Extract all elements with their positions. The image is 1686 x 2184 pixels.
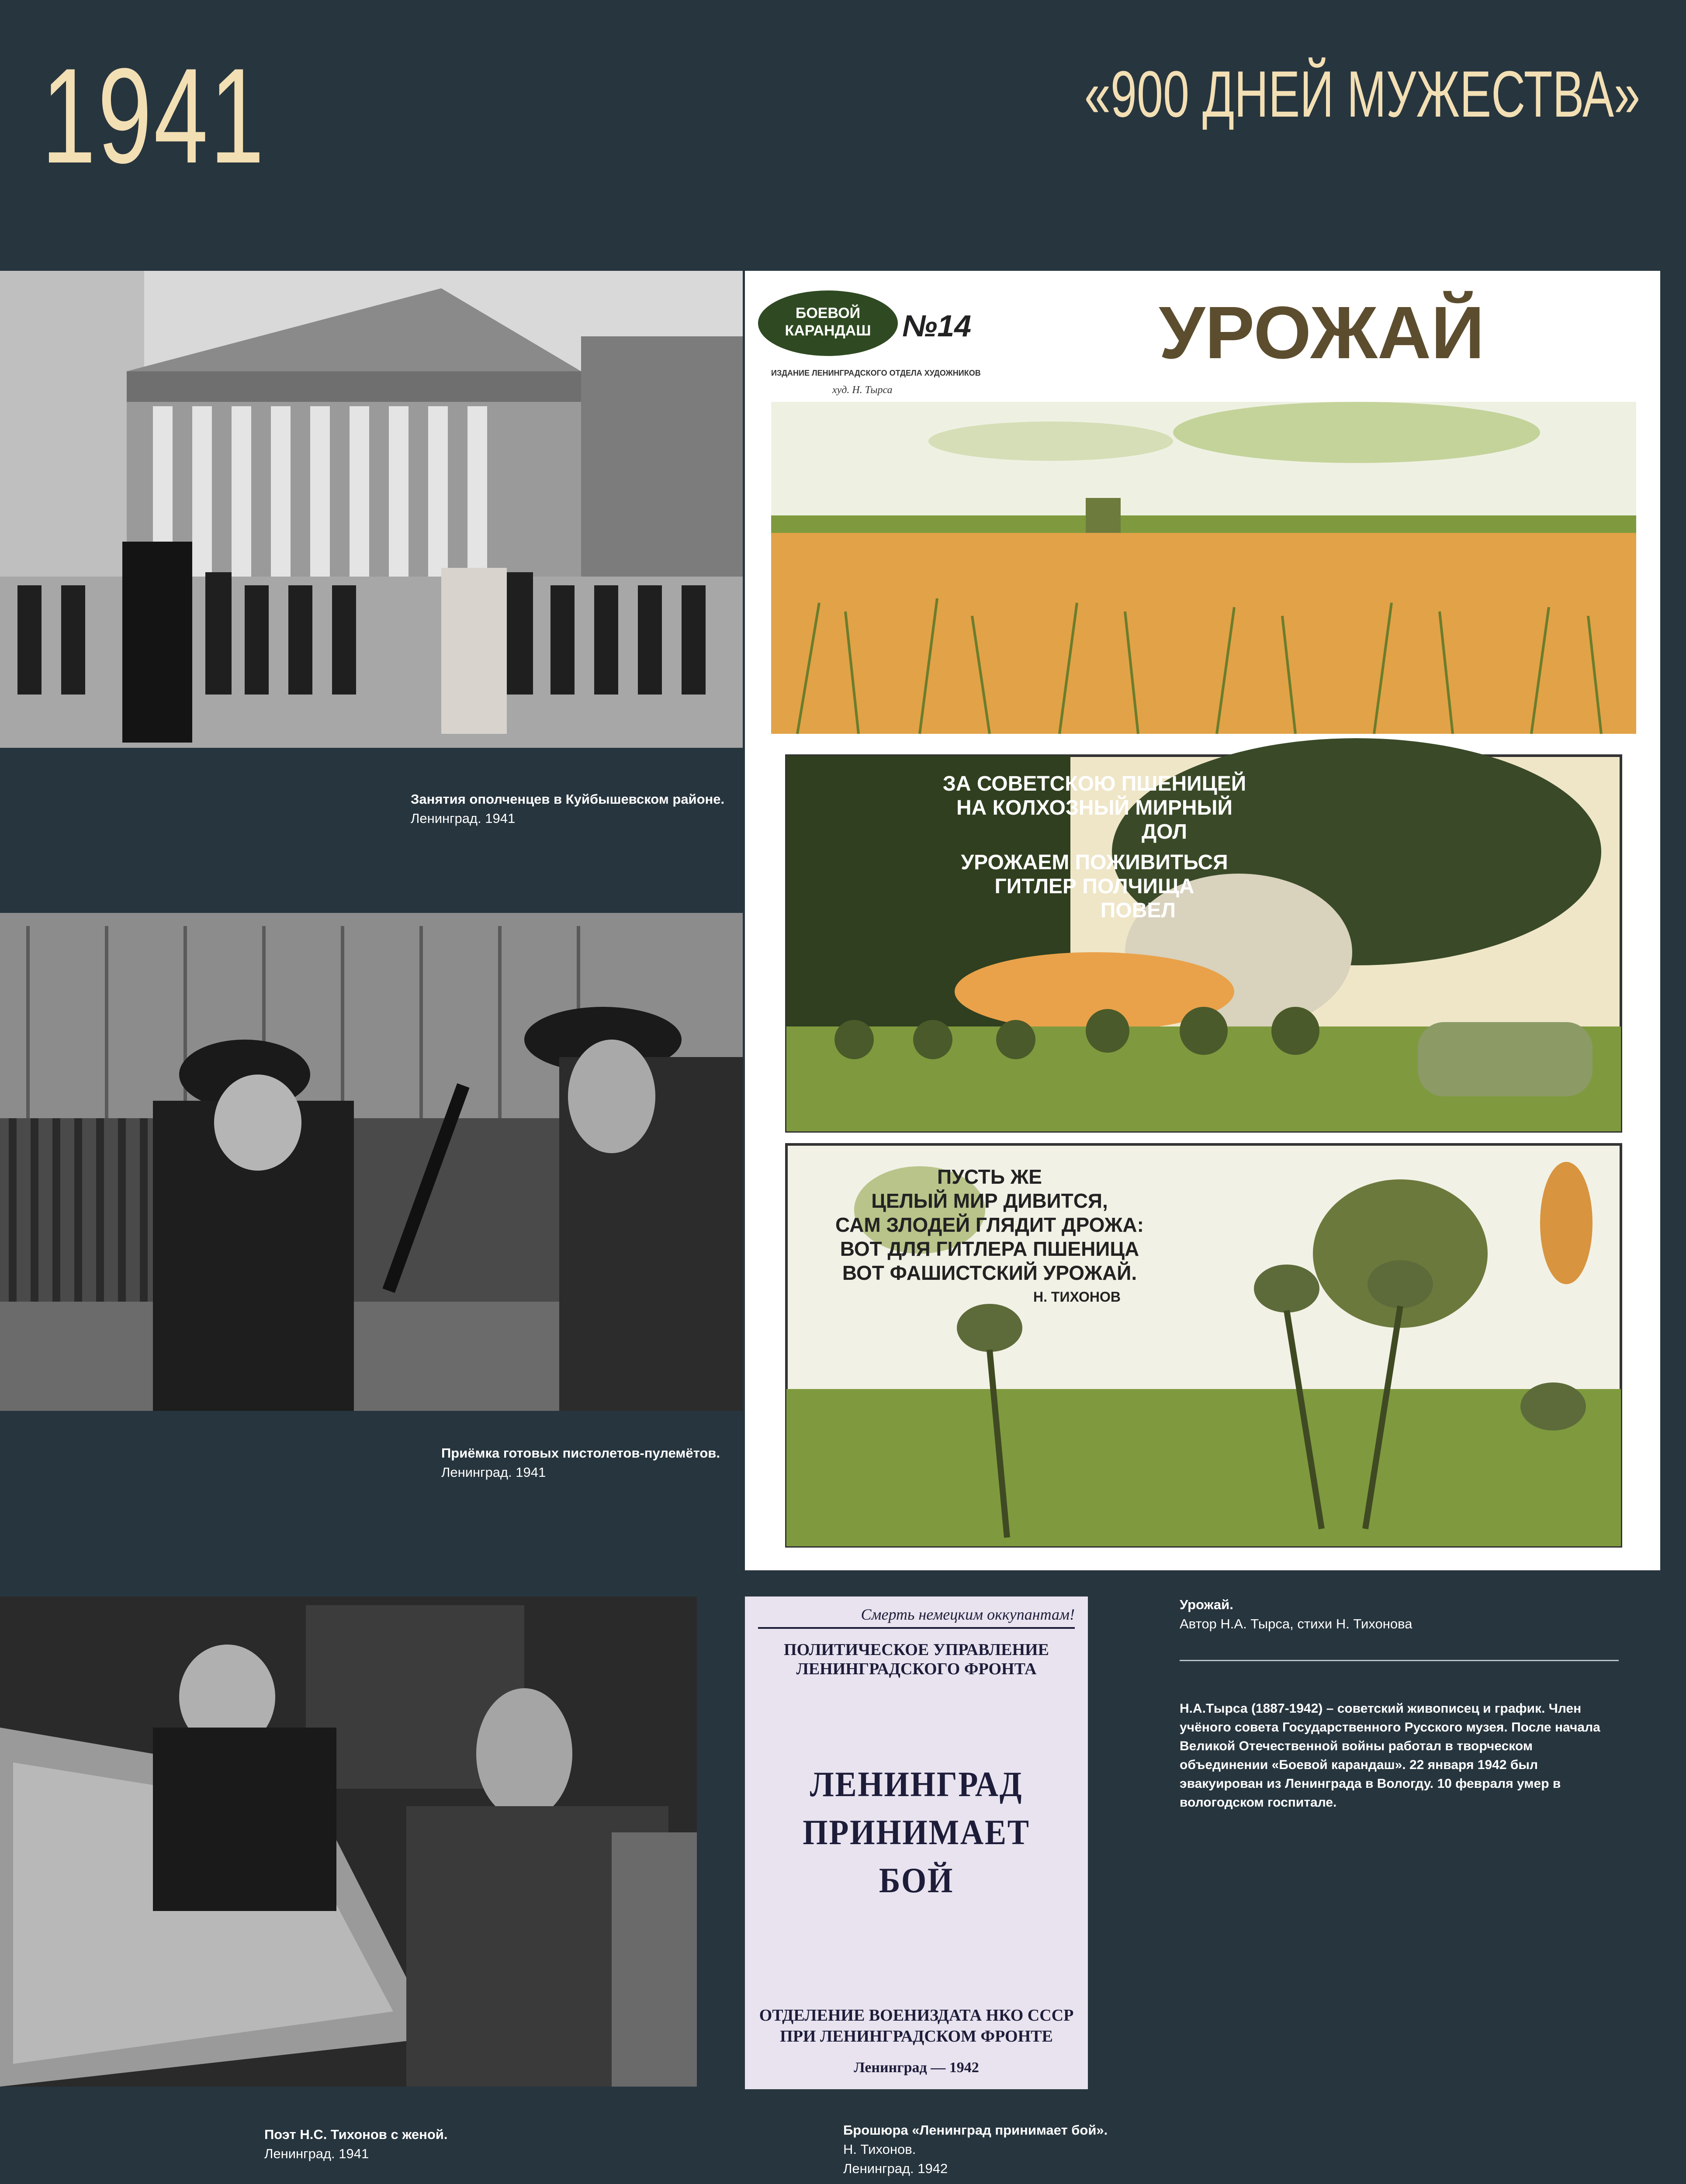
caption-subtitle: Ленинград. 1941 (441, 1465, 546, 1480)
caption-subtitle: Ленинград. 1941 (264, 2146, 369, 2161)
brochure-motto: Смерть немецким оккупантам! (861, 1606, 1075, 1623)
verse-line: ВОТ ФАШИСТСКИЙ УРОЖАЙ. (842, 1261, 1137, 1284)
verse-line: ЦЕЛЫЙ МИР ДИВИТСЯ, (871, 1189, 1108, 1212)
verse-line: САМ ЗЛОДЕЙ ГЛЯДИТ ДРОЖА: (835, 1213, 1144, 1236)
caption-title: Урожай. (1180, 1597, 1233, 1612)
title-line: ЛЕНИНГРАД (810, 1764, 1023, 1804)
title-line: ПРИНИМАЕТ БОЙ (803, 1812, 1030, 1900)
divider-rule (1180, 1660, 1619, 1661)
caption-subtitle: Ленинград. 1941 (411, 811, 516, 826)
verse-line: ПУСТЬ ЖЕ (937, 1165, 1042, 1188)
caption-subtitle: Н. Тихонов. (843, 2142, 916, 2157)
brochure-rule (758, 1627, 1075, 1629)
brochure-publisher (745, 2005, 1088, 2047)
publisher-line: ОТДЕЛЕНИЕ ВОЕНИЗДАТА НКО СССР (759, 2006, 1074, 2025)
verse-line: ВОТ ДЛЯ ГИТЛЕРА ПШЕНИЦА (840, 1237, 1139, 1260)
verse-line: ДОЛ (1141, 820, 1187, 843)
brochure-department (745, 1640, 1088, 1679)
photo-caption-weapons (441, 1444, 743, 1482)
verse-line: УРОЖАЕМ ПОЖИВИТЬСЯ (961, 851, 1228, 874)
verse-line: ПОВЕЛ (1100, 899, 1176, 922)
poster-caption (1180, 1595, 1617, 1634)
department-line: ЛЕНИНГРАДСКОГО ФРОНТА (796, 1660, 1037, 1678)
caption-title: Поэт Н.С. Тихонов с женой. (264, 2127, 448, 2142)
badge-line1: БОЕВОЙ (795, 305, 861, 321)
verse-line: ГИТЛЕР ПОЛЧИЩА (994, 875, 1194, 898)
year-heading: 1941 (42, 40, 266, 191)
verse-line: ЗА СОВЕТСКОЮ ПШЕНИЦЕЙ (942, 772, 1246, 795)
poster-title: УРОЖАЙ (1159, 291, 1485, 374)
photo-caption-tikhonov (264, 2125, 697, 2163)
photo-tikhonov-with-wife (0, 1597, 697, 2087)
poster-urozhai (745, 271, 1660, 1570)
verse-line: НА КОЛХОЗНЫЙ МИРНЫЙ (956, 796, 1233, 819)
tyrsa-biography: Н.А.Тырса (1887-1942) – советский живописец и график. Член учёного совета Государственного Русского музея. После начала Великой Отечественной войны работал в творческом объединении «Боевой карандаш». 22 января 1942 был эвакуирован из Ленинграда в Вологду. 10 февраля умер в вологодском госпитале. (1180, 1701, 1600, 1810)
caption-title: Занятия ополченцев в Куйбышевском районе. (411, 791, 725, 807)
exhibit-title: «900 ДНЕЙ МУЖЕСТВА» (1084, 57, 1640, 131)
caption-title: Приёмка готовых пистолетов-пулемётов. (441, 1445, 720, 1461)
brochure-cover (745, 1597, 1088, 2089)
brochure-caption (843, 2121, 1236, 2178)
issue-number: №14 (902, 309, 972, 343)
caption-title: Брошюра «Ленинград принимает бой». (843, 2122, 1108, 2138)
caption-subtitle: Автор Н.А. Тырса, стихи Н. Тихонова (1180, 1616, 1413, 1631)
photo-weapon-inspection (0, 913, 743, 1411)
publisher-line: ПРИ ЛЕНИНГРАДСКОМ ФРОНТЕ (780, 2027, 1053, 2046)
department-line: ПОЛИТИЧЕСКОЕ УПРАВЛЕНИЕ (784, 1641, 1049, 1659)
artist-note: худ. Н. Тырса (832, 384, 893, 396)
brochure-title (762, 1760, 1071, 1904)
masthead-note: ИЗДАНИЕ ЛЕНИНГРАДСКОГО ОТДЕЛА ХУДОЖНИКОВ (771, 369, 981, 377)
caption-subtitle: Ленинград. 1942 (843, 2161, 948, 2176)
photo-caption-militia (411, 790, 743, 828)
photo-militia-drill (0, 271, 743, 748)
poem-author: Н. ТИХОНОВ (1033, 1289, 1121, 1305)
badge-line2: КАРАНДАШ (785, 322, 871, 339)
brochure-place: Ленинград — 1942 (854, 2060, 979, 2076)
